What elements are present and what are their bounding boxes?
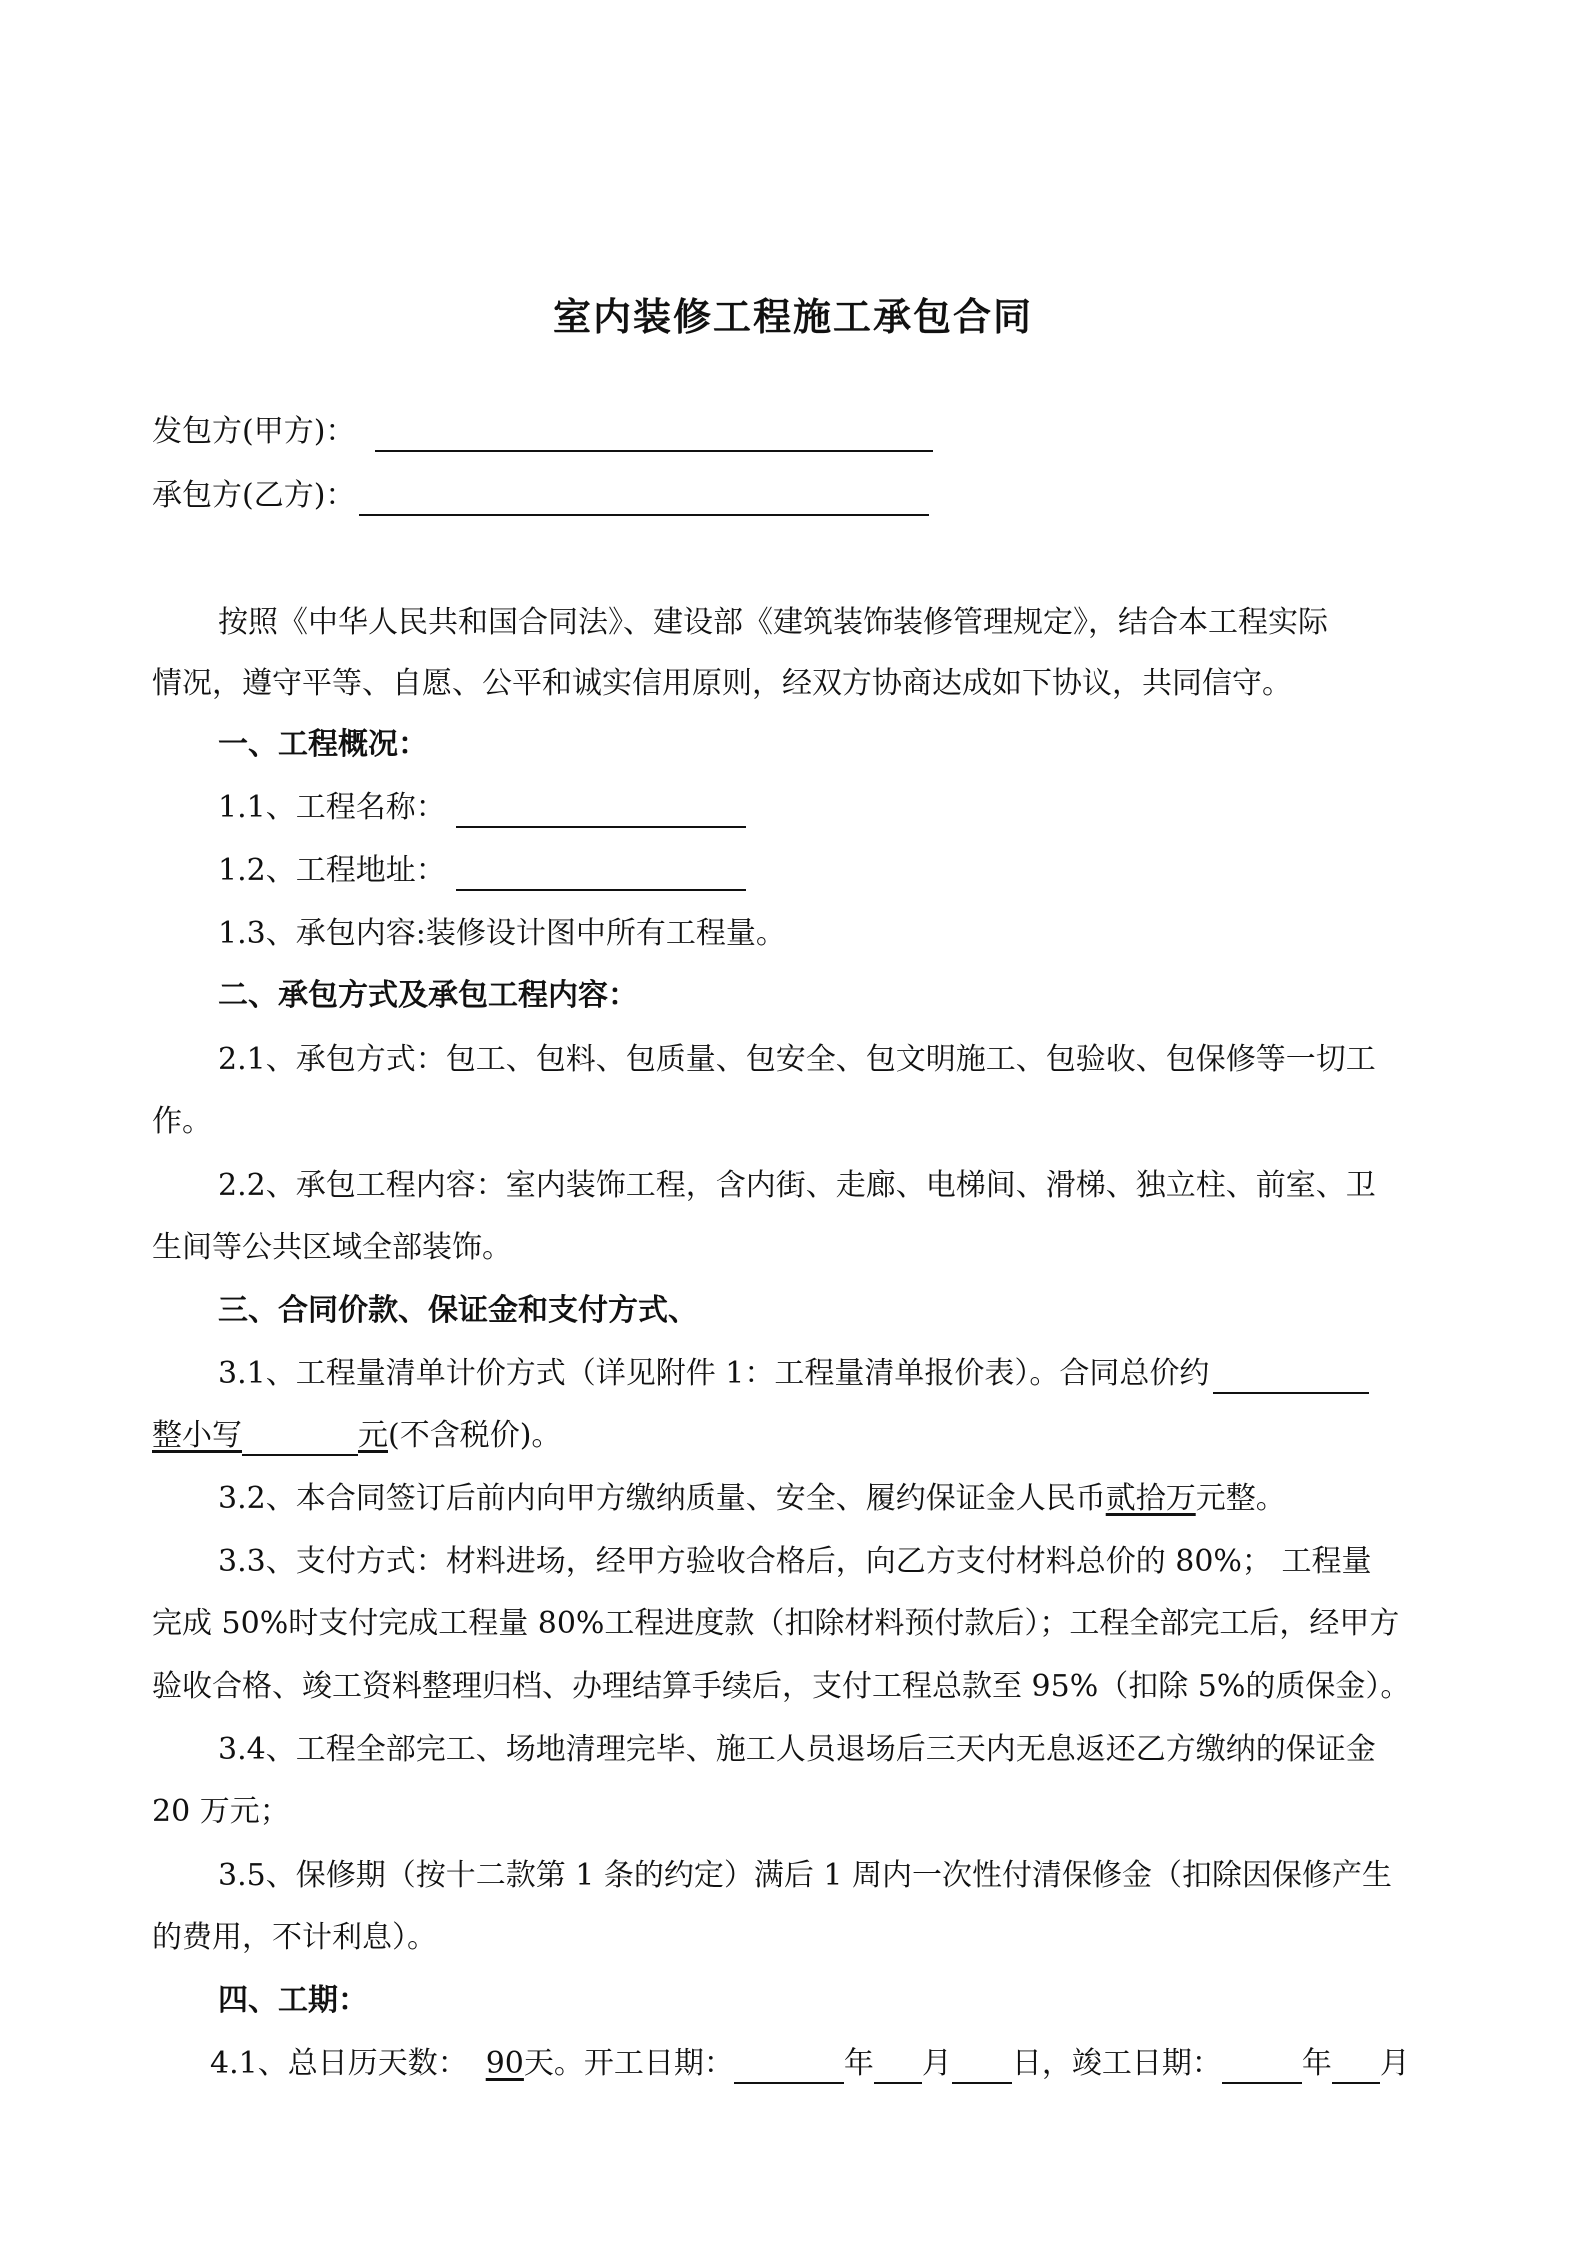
item-3-3-line-1: 3.3、支付方式：材料进场，经甲方验收合格后，向乙方支付材料总价的 80%； 工程量 [218, 1544, 1372, 1579]
item-2-2-line-2: 生间等公共区域全部装饰。 [152, 1230, 512, 1265]
item-3-1-text: 3.1、工程量清单计价方式（详见附件 1：工程量清单报价表）。合同总价约 [218, 1356, 1210, 1391]
item-4-1 [210, 2044, 1410, 2084]
item-3-1-line-1 [218, 1354, 1369, 1394]
page-title: 室内装修工程施工承包合同 [552, 295, 1033, 339]
item-1-1 [218, 788, 746, 828]
end-month-blank[interactable] [1332, 2050, 1380, 2084]
end-date-label: 日，竣工日期： [1011, 2046, 1222, 2081]
end-year-unit: 年 [1301, 2046, 1332, 2081]
end-year-blank[interactable] [1222, 2050, 1302, 2084]
section-1-heading: 一、工程概况： [218, 727, 428, 762]
total-days: 90 [485, 2046, 524, 2081]
item-1-2-label: 1.2、工程地址： [218, 853, 446, 888]
party-a-label: 发包方(甲方)： [152, 414, 356, 449]
deposit-amount: 贰拾万 [1105, 1481, 1196, 1516]
item-3-4-line-1: 3.4、工程全部完工、场地清理完毕、施工人员退场后三天内无息返还乙方缴纳的保证金 [218, 1732, 1376, 1767]
start-month-blank[interactable] [874, 2050, 922, 2084]
item-1-2 [218, 851, 746, 891]
item-4-1-label: 4.1、总日历天数： [210, 2046, 468, 2081]
item-3-3-line-3: 验收合格、竣工资料整理归档、办理结算手续后，支付工程总款至 95%（扣除 5%的质保金）。 [152, 1669, 1411, 1704]
intro-line-2: 情况，遵守平等、自愿、公平和诚实信用原则，经双方协商达成如下协议，共同信守。 [152, 666, 1292, 701]
start-date-label: 天。开工日期： [523, 2046, 734, 2081]
item-1-1-label: 1.1、工程名称： [218, 790, 446, 825]
item-3-2-end: 元整。 [1195, 1481, 1286, 1516]
item-3-5-line-2: 的费用，不计利息）。 [152, 1920, 437, 1955]
item-3-2-text: 3.2、本合同签订后前内向甲方缴纳质量、安全、履约保证金人民币 [218, 1481, 1106, 1516]
yuan-label: 元 [358, 1418, 388, 1453]
item-3-3-line-2: 完成 50%时支付完成工程量 80%工程进度款（扣除材料预付款后）；工程全部完工后，经甲方 [152, 1606, 1400, 1641]
party-a-line [152, 412, 933, 452]
item-3-2 [218, 1479, 1286, 1519]
start-day-blank[interactable] [952, 2050, 1012, 2084]
intro-line-1: 按照《中华人民共和国合同法》、建设部《建筑装饰装修管理规定》，结合本工程实际 [218, 605, 1328, 640]
project-address-blank[interactable] [456, 857, 746, 891]
project-name-blank[interactable] [456, 794, 746, 828]
item-3-5-line-1: 3.5、保修期（按十二款第 1 条的约定）满后 1 周内一次性付清保修金（扣除因保修产生 [218, 1858, 1393, 1893]
amount-words-label: 整小写 [152, 1418, 242, 1453]
item-2-1-line-1: 2.1、承包方式：包工、包料、包质量、包安全、包文明施工、包验收、包保修等一切工 [218, 1042, 1376, 1077]
section-4-heading: 四、工期： [218, 1983, 368, 2018]
item-1-3: 1.3、承包内容:装修设计图中所有工程量。 [218, 916, 786, 951]
start-year-unit: 年 [843, 2046, 874, 2081]
section-3-heading: 三、合同价款、保证金和支付方式、 [218, 1293, 698, 1328]
party-b-label: 承包方(乙方)： [152, 478, 356, 513]
party-a-blank[interactable] [375, 418, 933, 452]
item-3-4-line-2: 20 万元； [152, 1794, 290, 1829]
item-2-2-line-1: 2.2、承包工程内容：室内装饰工程，含内街、走廊、电梯间、滑梯、独立柱、前室、卫 [218, 1168, 1376, 1203]
start-year-blank[interactable] [734, 2050, 844, 2084]
item-3-1-line-2 [152, 1416, 561, 1456]
item-2-1-line-2: 作。 [152, 1104, 212, 1139]
party-b-line [152, 476, 929, 516]
start-month-unit: 月 [921, 2046, 952, 2081]
tax-note: (不含税价)。 [388, 1418, 562, 1453]
end-month-unit: 月 [1379, 2046, 1410, 2081]
section-2-heading: 二、承包方式及承包工程内容： [218, 978, 638, 1013]
party-b-blank[interactable] [359, 482, 929, 516]
total-price-blank[interactable] [1213, 1360, 1369, 1394]
amount-figure-blank[interactable] [242, 1422, 358, 1456]
